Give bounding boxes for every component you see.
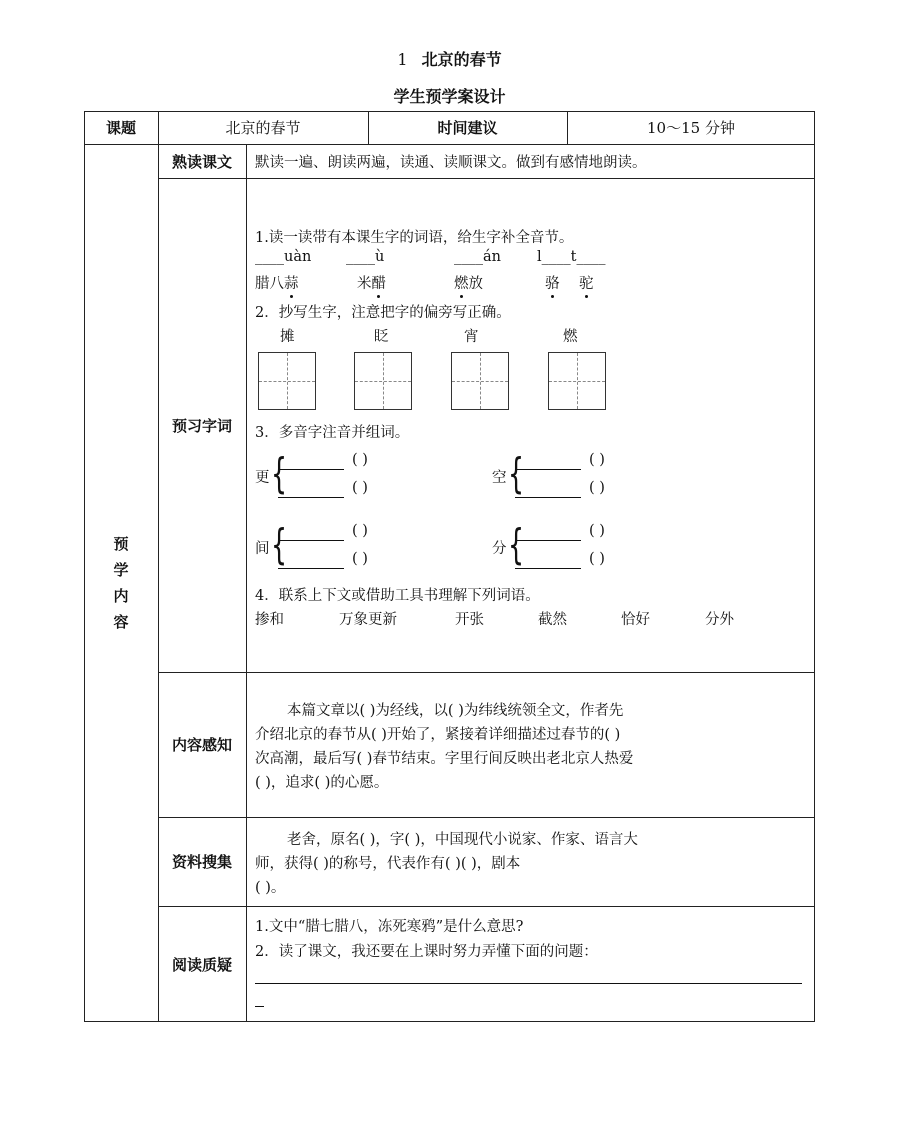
question-1: 1.文中“腊七腊八，冻死寒鸦”是什么意思?	[255, 919, 524, 935]
pinyin-blank: ____uàn	[255, 249, 312, 265]
page-subtitle: 学生预学案设计	[393, 87, 506, 106]
section-label	[84, 144, 158, 1022]
polyphone-char: 间	[255, 541, 270, 557]
answer-line[interactable]	[515, 497, 581, 498]
divider	[158, 817, 815, 818]
copy-char: 燃	[563, 329, 578, 345]
time-label: 时间建议	[437, 119, 498, 137]
brace-icon: {	[271, 449, 288, 498]
word-item: 驼	[579, 272, 594, 293]
vocab-word: 恰好	[621, 612, 650, 628]
polyphone-char: 更	[255, 470, 270, 486]
copy-char: 摊	[280, 329, 295, 345]
research-line: 老舍，原名( )，字( )，中国现代小说家、作家、语言大	[287, 832, 638, 848]
reading-label: 熟读课文	[171, 152, 232, 171]
divider	[158, 178, 815, 179]
questions-label: 阅读质疑	[171, 955, 232, 974]
divider	[158, 672, 815, 673]
research-line: ( )。	[255, 880, 286, 896]
copy-char: 眨	[374, 329, 389, 345]
time-value: 10～15 分钟	[647, 119, 735, 137]
content-line: ( )，追求( )的心愿。	[255, 775, 389, 791]
section-label-char: 预	[113, 535, 129, 553]
writing-grid[interactable]	[258, 352, 316, 410]
reading-text: 默读一遍、朗读两遍，读通、读顺课文。做到有感情地朗读。	[255, 155, 647, 171]
word-item: 腊八蒜	[255, 272, 299, 293]
vocab-word: 开张	[455, 612, 484, 628]
answer-line[interactable]	[515, 540, 581, 541]
topic-label: 课题	[105, 119, 136, 137]
answer-line[interactable]	[278, 497, 344, 498]
preview-label: 预习字词	[171, 416, 232, 435]
vocab-word: 截然	[538, 612, 567, 628]
writing-grid[interactable]	[354, 352, 412, 410]
brace-icon: {	[508, 449, 525, 498]
copy-char: 宵	[464, 329, 479, 345]
preview-question-1: 1.读一读带有本课生字的词语，给生字补全音节。	[255, 230, 574, 246]
paren-blank[interactable]: ( )	[352, 523, 368, 539]
content-label: 内容感知	[171, 736, 232, 754]
section-label-char: 学	[113, 561, 129, 579]
writing-grid[interactable]	[548, 352, 606, 410]
paren-blank[interactable]: ( )	[352, 551, 368, 567]
answer-line[interactable]	[278, 568, 344, 569]
pinyin-blank: ____án	[454, 249, 501, 265]
section-label-char: 容	[113, 613, 129, 631]
answer-line[interactable]	[255, 983, 802, 984]
vocab-word: 分外	[705, 612, 734, 628]
paren-blank[interactable]: ( )	[352, 452, 368, 468]
word-item: 骆	[545, 272, 560, 293]
divider	[246, 144, 247, 1022]
writing-grid[interactable]	[451, 352, 509, 410]
pinyin-blank: ____ù	[346, 249, 385, 265]
section-label-char: 内	[113, 587, 129, 605]
topic-value: 北京的春节	[225, 119, 301, 137]
content-line: 本篇文章以( )为经线，以( )为纬线统领全文，作者先	[287, 703, 624, 719]
polyphone-char: 分	[492, 541, 507, 557]
brace-icon: {	[508, 520, 525, 569]
answer-line[interactable]	[278, 540, 344, 541]
polyphone-char: 空	[492, 470, 507, 486]
answer-line[interactable]	[255, 1006, 264, 1007]
paren-blank[interactable]: ( )	[589, 480, 605, 496]
research-line: 师，获得( )的称号，代表作有( )( )，剧本	[255, 856, 521, 872]
word-item: 燃放	[454, 272, 483, 293]
paren-blank[interactable]: ( )	[352, 480, 368, 496]
vocab-word: 万象更新	[339, 612, 397, 628]
lesson-name: 北京的春节	[421, 50, 502, 69]
question-2: 2．读了课文，我还要在上课时努力弄懂下面的问题：	[255, 944, 598, 960]
paren-blank[interactable]: ( )	[589, 523, 605, 539]
answer-line[interactable]	[515, 568, 581, 569]
paren-blank[interactable]: ( )	[589, 551, 605, 567]
divider	[158, 906, 815, 907]
answer-line[interactable]	[515, 469, 581, 470]
answer-line[interactable]	[278, 469, 344, 470]
preview-question-4: 4．联系上下文或借助工具书理解下列词语。	[255, 588, 540, 604]
research-label: 资料搜集	[171, 853, 232, 871]
lesson-title	[0, 47, 899, 70]
preview-question-2: 2．抄写生字，注意把字的偏旁写正确。	[255, 305, 511, 321]
pinyin-blank: l____t____	[537, 249, 606, 265]
paren-blank[interactable]: ( )	[589, 452, 605, 468]
brace-icon: {	[271, 520, 288, 569]
word-item: 米醋	[357, 272, 386, 293]
content-line: 介绍北京的春节从( )开始了，紧接着详细描述过春节的( )	[255, 727, 621, 743]
preview-question-3: 3．多音字注音并组词。	[255, 425, 410, 441]
vocab-word: 掺和	[255, 612, 284, 628]
content-line: 次高潮，最后写( )春节结束。字里行间反映出老北京人热爱	[255, 751, 634, 767]
lesson-number: 1	[397, 50, 408, 69]
